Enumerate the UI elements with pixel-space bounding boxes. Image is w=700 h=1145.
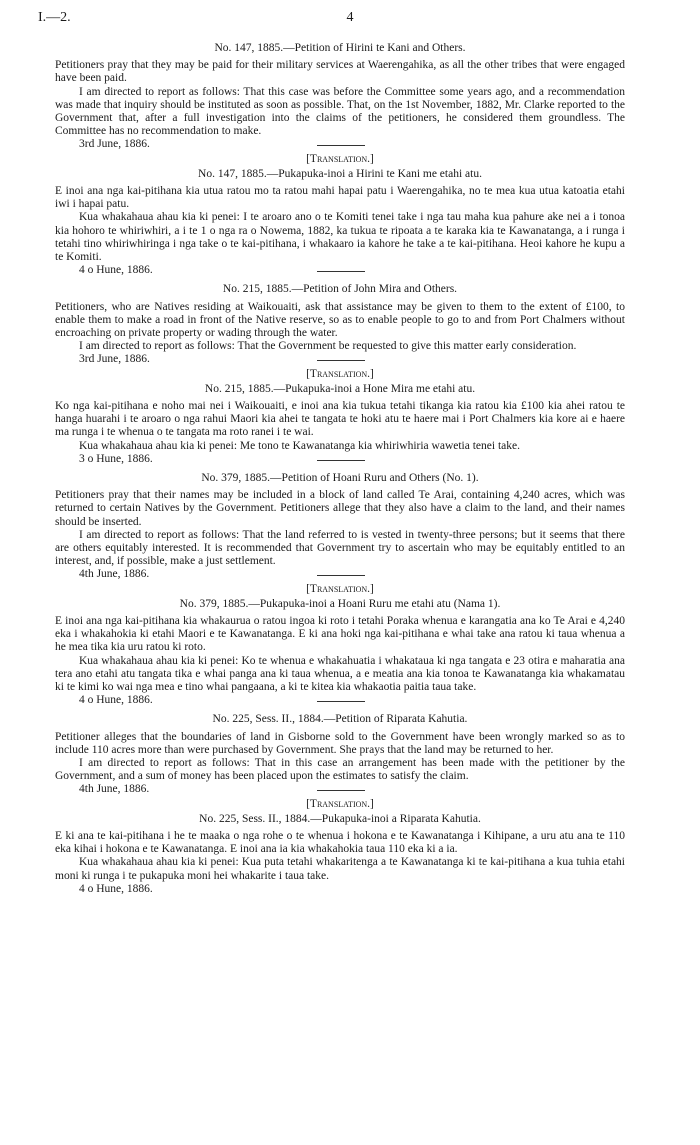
translation-paragraph: Kua whakahaua ahau kia ki penei: Kua puta tetahi whakaritenga a te Kawanatanga ki te kai-pitihana a kua tuhia etahi moni ki runga i te pukapuka moni hei whakarite i taua take. xyxy=(55,856,625,882)
separator-rule xyxy=(317,575,365,576)
report-date: 3rd June, 1886. xyxy=(79,353,150,366)
date-row xyxy=(55,138,625,151)
document-reference: I.—2. xyxy=(38,10,71,25)
translation-paragraph: Kua whakahaua ahau kia ki penei: Me tono te Kawanatanga kia whiriwhiria wawetia tenei take. xyxy=(79,439,520,452)
page-number: 4 xyxy=(346,10,354,25)
content-area xyxy=(55,42,625,902)
translation-paragraph: E inoi ana nga kai-pitihana kia whakaurua o ratou ingoa ki roto i tetahi Poraka whenua e karangatia ana ko Te Arai e 4,240 eka i whakahokia ki etahi Maori e te Kawanatanga. E ki ana hoki nga kai-pitihana e whai take ana ratou ki taua whenua a he mea tika kia uru ratou ki roto. xyxy=(55,615,625,654)
petition-section xyxy=(55,472,625,707)
date-row xyxy=(55,568,625,581)
petition-title: No. 147, 1885.—Petition of Hirini te Kani and Others. xyxy=(214,42,466,54)
translation-block xyxy=(55,813,625,896)
translation-date: 4 o Hune, 1886. xyxy=(79,694,153,707)
petition-title: No. 225, Sess. II., 1884.—Petition of Riparata Kahutia. xyxy=(212,713,468,726)
translation-date: 4 o Hune, 1886. xyxy=(79,264,153,277)
separator-rule xyxy=(317,360,365,361)
separator-rule xyxy=(317,460,365,461)
petition-paragraph: I am directed to report as follows: That this case was before the Committee some years ago, and a recommendation was made that inquiry should be instituted as soon as possible. That, on the 1st November, 1882, Mr. Clarke reported to the Government that, after a full investigation into the claims of the petitioners, he considered them groundless. The Committee has no recommendation to make. xyxy=(55,85,625,138)
petition-section xyxy=(55,713,625,896)
translation-label: [Translation.] xyxy=(306,367,374,380)
report-date: 3rd June, 1886. xyxy=(79,138,150,151)
page-header xyxy=(38,10,662,28)
translation-date: 3 o Hune, 1886. xyxy=(79,452,153,465)
petition-paragraph: I am directed to report as follows: That the land referred to is vested in twenty-three persons; but it seems that there are others equitably interested. It is recommended that Government try to ascertain who may be equitably entitled to an interest, and, if possible, make a just settlement. xyxy=(55,528,625,568)
petition-paragraph: Petitioners pray that their names may be included in a block of land called Te Arai, containing 4,240 acres, which was returned to certain Natives by the Government. Petitioners allege that they also have a claim to the land, and their names should be inserted. xyxy=(55,489,625,528)
date-row xyxy=(55,783,625,796)
translation-paragraph: Ko nga kai-pitihana e noho mai nei i Waikouaiti, e inoi ana kia tukua tetahi tikanga kia ratou kia £100 kia ahei ratou te hanga huarahi i te aroaro o nga rahui Maori kia ahei te tangata te hoki atu te haere mai i Port Chalmers kia kore ai e haere ma runga i te whenua o te tangata ma roto ranei i te wai. xyxy=(55,400,625,439)
petition-title: No. 379, 1885.—Petition of Hoani Ruru and Others (No. 1). xyxy=(201,472,479,485)
separator-rule xyxy=(317,790,365,791)
translation-paragraph: E ki ana te kai-pitihana i he te maaka o nga rohe o te whenua i hokona e te Kawanatanga i Kihipane, a uru atu ana te 110 eka kihai i hokona e te Kawanatanga. E inoi ana ia kia whakahokia taua 110 eka ki a ia. xyxy=(55,830,625,856)
translation-title: No. 379, 1885.—Pukapuka-inoi a Hoani Ruru me etahi atu (Nama 1). xyxy=(179,597,501,610)
translation-block xyxy=(55,168,625,278)
report-date: 4th June, 1886. xyxy=(79,783,150,796)
translation-paragraph: E inoi ana nga kai-pitihana kia utua ratou mo ta ratou mahi hapai patu i Waerengahika, no te mea kua utua katoatia etahi iwi i hapai patu. xyxy=(55,185,625,211)
translation-title: No. 147, 1885.—Pukapuka-inoi a Hirini te Kani me etahi atu. xyxy=(198,167,482,180)
translation-label: [Translation.] xyxy=(306,582,374,595)
separator-rule xyxy=(317,271,365,272)
petition-paragraph: I am directed to report as follows: That the Government be requested to give this matter early consideration. xyxy=(79,340,577,353)
petition-paragraph: Petitioner alleges that the boundaries of land in Gisborne sold to the Government have been wrongly marked so as to include 110 acres more than were purchased by Government. She prays that the land may be returned to her. xyxy=(55,730,625,756)
date-row xyxy=(55,694,625,707)
date-row xyxy=(55,353,625,366)
petition-section xyxy=(55,42,625,277)
translation-title: No. 225, Sess. II., 1884.—Pukapuka-inoi a Riparata Kahutia. xyxy=(199,812,481,825)
translation-block xyxy=(55,598,625,708)
translation-block xyxy=(55,383,625,466)
petition-paragraph: Petitioners pray that they may be paid for their military services at Waerengahika, as all the other tribes that were engaged have been paid. xyxy=(55,59,625,85)
translation-date: 4 o Hune, 1886. xyxy=(79,882,153,895)
date-row xyxy=(55,453,625,466)
separator-rule xyxy=(317,145,365,146)
date-row xyxy=(55,883,625,896)
translation-label: [Translation.] xyxy=(306,152,374,165)
petition-paragraph: Petitioners, who are Natives residing at Waikouaiti, ask that assistance may be given to them to the extent of £100, to enable them to make a road in front of the Native reserve, so as to enable people to go to and from Port Chalmers without encroaching on private property or wading through the water. xyxy=(55,300,625,340)
petition-section xyxy=(55,283,625,466)
petition-title: No. 215, 1885.—Petition of John Mira and Others. xyxy=(222,283,458,296)
translation-label: [Translation.] xyxy=(306,797,374,810)
translation-paragraph: Kua whakahaua ahau kia ki penei: Ko te whenua e whakahuatia i whakataua ki nga tangata e 23 otira e maharatia ana tera ano etahi atu tangata tika e whai panga ana ki taua whenua, a e meatia ana kia tonoa te Kawanatanga kia whakamatau ki te kimi ko wai nga mea e tino whai pangaana, a ki te kitea kia whakaotia paitia taua take. xyxy=(55,654,625,694)
report-date: 4th June, 1886. xyxy=(79,568,150,581)
separator-rule xyxy=(317,701,365,702)
translation-paragraph: Kua whakahaua ahau kia ki penei: I te aroaro ano o te Komiti tenei take i nga tau maha kua pahure ake nei a i tonoa kia hohoro te whiriwhiri, a i te 1 o nga ra o Nowema, 1882, ka tukua te ripoata a te karaka kia te Kawanatanga, a i runga i tetahi tino whiriwhiringa i nga take o te kai-pitihana, i whakaaro ia kahore he take a te kai-pitihana. Heoi kahore he kupu a te Komiti. xyxy=(55,211,625,264)
translation-title: No. 215, 1885.—Pukapuka-inoi a Hone Mira me etahi atu. xyxy=(204,382,476,395)
date-row xyxy=(55,264,625,277)
petition-paragraph: I am directed to report as follows: That in this case an arrangement has been made with the petitioner by the Government, and a sum of money has been placed upon the estimates to satisfy the claim. xyxy=(55,757,625,783)
